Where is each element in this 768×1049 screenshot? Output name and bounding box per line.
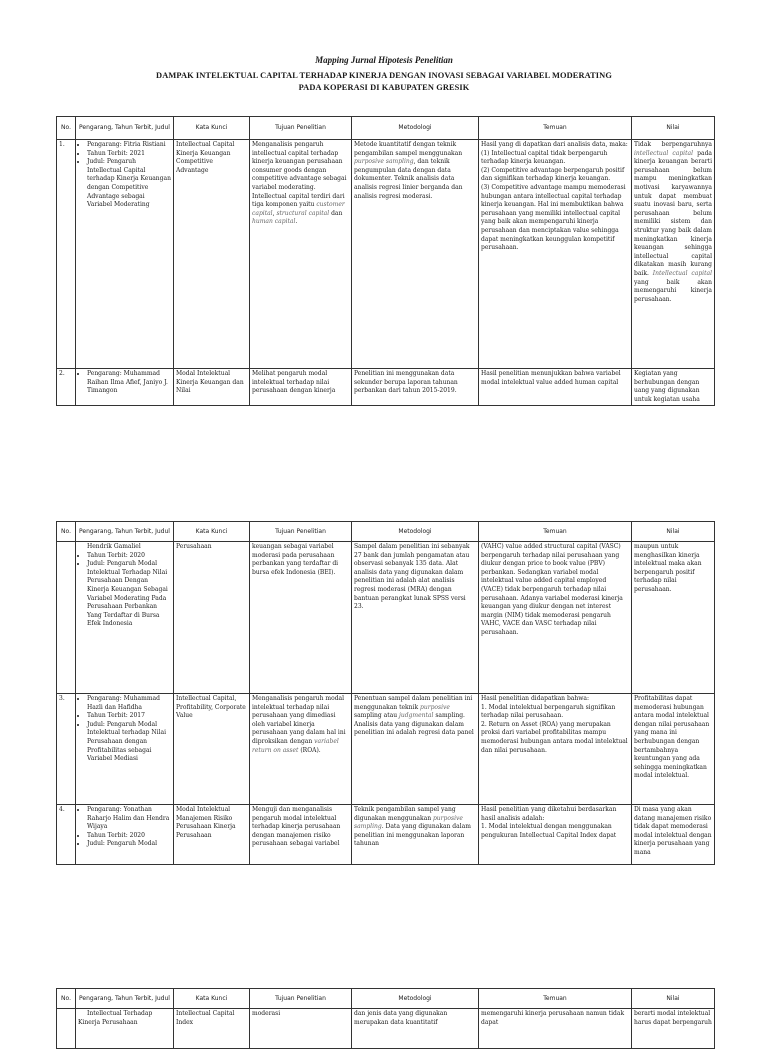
purpose-term: structural capital [276, 209, 330, 217]
value-cell: berarti modal intelektual harus dapat berpengaruh [632, 1009, 715, 1049]
author-cell [76, 805, 174, 865]
value-text: yang baik akan memengaruhi kinerja perusahaan. [634, 278, 712, 303]
finding-item: (2) Competitive advantage berpengaruh positif dan signifikan terhadap kinerja keuangan. [481, 166, 625, 183]
value-text: pada kinerja keuangan berarti perusahaan belum mampu meningkatkan motivasi karyawannya untuk dapat membuat suatu inovasi baru, serta perusahaan belum memiliki sistem dan struktur yang baik dalam meningkatkan kinerja keuangan sehingga intellectual capital dikatakan masih kurang baik. [634, 149, 712, 277]
purpose-text: . [295, 218, 298, 226]
table-page-3 [0, 988, 768, 1024]
purpose-text: , [272, 209, 277, 217]
header-no: No. [57, 989, 76, 1009]
keywords-cell: Intellectual Capital Index [174, 1009, 250, 1049]
header-method: Metodologi [352, 522, 479, 542]
keywords-cell: Intellectual Capital Kinerja Keuangan Competitive Advantage [174, 140, 250, 369]
value-cell: Kegiatan yang berhubungan dengan uang yang digunakan untuk kegiatan usaha [632, 369, 715, 406]
findings-cell: memengaruhi kinerja perusahaan namun tidak dapat [479, 1009, 632, 1049]
table-row [57, 805, 715, 865]
method-cell: Sampel dalam penelitian ini sebanyak 27 bank dan jumlah pengamatan atau observasi sebanyak 135 data. Alat analisis data yang digunakan dalam penelitian ini adalah alat analisis regresi moderasi (MRA) dengan bantuan perangkat lunak SPSS versi 23. [352, 542, 479, 694]
findings-intro: Hasil penelitian didapatkan bahwa: [481, 695, 589, 702]
method-text: . Data yang digunakan dalam penelitian ini menggunakan laporan tahunan [354, 823, 471, 848]
value-term: Intellectual capital [652, 269, 712, 277]
method-text: , dan teknik pengumpulan data dengan data dokumenter. Teknik analisis data analisis regresi linier berganda dan analisis regresi moderasi. [354, 158, 463, 200]
method-text: Penentuan sampel dalam penelitian ini menggunakan teknik [354, 695, 473, 711]
findings-cell [479, 805, 632, 865]
author-name: • Pengarang: Yonathan Raharjo Halim dan Hendra Wijaya [87, 806, 171, 832]
method-term: judgmental [398, 712, 434, 720]
author-cell [76, 1009, 174, 1049]
publish-year: • Tahun Terbit: 2017 [87, 712, 171, 721]
keywords-cell: Perusahaan [174, 542, 250, 694]
header-value: Nilai [632, 117, 715, 140]
table-header-row [57, 989, 715, 1009]
purpose-text: (ROA). [298, 746, 321, 754]
findings-cell: Hasil penelitian menunjukkan bahwa variabel modal intelektual value added human capital [479, 369, 632, 406]
value-cell: maupun untuk menghasilkan kinerja intelektual maka akan berpengaruh positif terhadap nilai perusahaan. [632, 542, 715, 694]
value-cell: Profitabilitas dapat memoderasi hubungan antara modal intelektual dengan nilai perusahaan yang mana ini berhubungan dengan bertambahnya keuntungan yang ada sehingga meningkatkan modal intelektual. [632, 694, 715, 805]
method-term: purposive sampling [354, 158, 414, 166]
value-cell: Di masa yang akan datang manajemen risiko tidak dapat memoderasi modal intelektual dengan kinerja perusahaan yang mana [632, 805, 715, 865]
method-cell [352, 140, 479, 369]
header-keywords: Kata Kunci [174, 989, 250, 1009]
table-page-2 [0, 521, 768, 874]
finding-item: 2. Return on Asset (ROA) yang merupakan proksi dari variabel profitabilitas mampu memoderasi hubungan antara modal intelektual dan nilai perusahaan. [481, 720, 628, 754]
header-no: No. [57, 117, 76, 140]
table-row [57, 542, 715, 694]
method-text: sampling atau [354, 712, 399, 720]
header-value: Nilai [632, 522, 715, 542]
findings-cell: (VAHC) value added structural capital (VASC) berpengaruh terhadap nilai perusahaan yang diukur dengan price to book value (PBV) perbankan. Sedangkan variabel modal intelektual value added capital employed (VACE) tidak berpengaruh terhadap nilai perusahaan. Adanya variabel moderasi kinerja keuangan yang diukur dengan net interest margin (NIM) tidak memoderasi pengaruh VAHC, VACE dan VASC terhadap nilai perusahaan. [479, 542, 632, 694]
findings-intro: Hasil penelitian yang diketahui berdasarkan hasil analisis adalah: [481, 806, 617, 822]
value-cell [632, 140, 715, 369]
subtitle-line-2: PADA KOPERASI DI KABUPATEN GRESIK [298, 82, 470, 92]
purpose-cell [250, 140, 352, 369]
keywords-cell: Modal Intelektual Kinerja Keuangan dan Nilai [174, 369, 250, 406]
row-number: 3. [57, 694, 76, 805]
header-value: Nilai [632, 989, 715, 1009]
mapping-table-3 [56, 988, 715, 1049]
header-purpose: Tujuan Penelitian [250, 522, 352, 542]
document-title: Mapping Jurnal Hipotesis Penelitian [315, 55, 453, 65]
method-text: sampling. Analisis data yang digunakan dalam penelitian ini adalah regresi data panel [354, 712, 474, 737]
author-name: • Pengarang: Fitria Ristiani [87, 141, 171, 150]
header-author: Pengarang, Tahun Terbit, Judul [76, 117, 174, 140]
header-no: No. [57, 522, 76, 542]
purpose-text: Menganalisis pengaruh intellectual capital terhadap kinerja keuangan perusahaan consumer goods dengan competitive advantage sebagai variabel moderating. Intellectual capital terdiri dari tiga komponen yaitu [252, 141, 347, 209]
row-number: 2. [57, 369, 76, 406]
header-purpose: Tujuan Penelitian [250, 989, 352, 1009]
row-number [57, 1009, 76, 1049]
article-title: • Judul: Pengaruh Intellectual Capital terhadap Kinerja Keuangan dengan Competitive Advantage sebagai Variabel Moderating [87, 158, 171, 210]
purpose-cell: moderasi [250, 1009, 352, 1049]
publish-year: • Tahun Terbit: 2020 [87, 552, 171, 561]
purpose-text: dan [329, 209, 343, 217]
finding-item: 1. Modal intelektual dengan menggunakan pengukuran Intellectual Capital Index dapat [481, 823, 617, 839]
method-cell: Penelitian ini menggunakan data sekunder berupa laporan tahunan perbankan dari tahun 2015-2019. [352, 369, 479, 406]
table-row [57, 140, 715, 369]
publish-year: • Tahun Terbit: 2020 [87, 832, 171, 841]
header-findings: Temuan [479, 117, 632, 140]
method-cell: dan jenis data yang digunakan merupakan data kuantitatif [352, 1009, 479, 1049]
author-cell [76, 369, 174, 406]
purpose-text: Menganalisis pengaruh modal intelektual terhadap nilai perusahaan yang dimediasi oleh variabel kinerja perusahaan yang dalam hal ini diproksikan dengan [252, 695, 346, 745]
table-row [57, 694, 715, 805]
finding-item: 1. Modal intelektual berpengaruh signifikan terhadap nilai perusahaan. [481, 703, 616, 720]
publish-year: • Tahun Terbit: 2021 [87, 150, 171, 159]
purpose-cell: Melihat pengaruh modal intelektual terhadap nilai perusahaan dengan kinerja [250, 369, 352, 406]
table-header-row [57, 522, 715, 542]
author-cell [76, 140, 174, 369]
table-row [57, 369, 715, 406]
findings-intro: Hasil yang di dapatkan dari analisis data, maka: [481, 141, 628, 148]
purpose-term: variabel return on asset [252, 737, 339, 754]
method-text: Teknik pengambilan sampel yang digunakan menggunakan [354, 806, 456, 822]
article-title: • Judul: Pengaruh Modal Intelektual terhadap Nilai Perusahaan dengan Profitabilitas sebagai Variabel Mediasi [87, 721, 171, 764]
finding-item: (3) Competitive advantage mampu memoderasi hubungan antara intellectual capital terhadap kinerja keuangan. Hal ini membuktikan bahwa perusahaan yang memiliki intellectual capital yang baik akan mempengaruhi kinerja perusahaan dan menciptakan value sehingga dapat meningkatkan keunggulan kompetitif perusahaan. [481, 183, 626, 252]
method-text: Metode kuantitatif dengan teknik pengambilan sampel menggunakan [354, 141, 463, 157]
table-page-1 [0, 116, 768, 403]
keywords-cell: Modal Intelektual Manajemen Risiko Perusahaan Kinerja Perusahaan [174, 805, 250, 865]
article-title: • Judul: Pengaruh Modal [87, 840, 171, 849]
author-cell [76, 694, 174, 805]
mapping-table-1 [56, 116, 715, 406]
purpose-cell: Menguji dan menganalisis pengaruh modal intelektual terhadap kinerja perusahaan dengan manajemen risiko perusahaan sebagai variabel [250, 805, 352, 865]
method-term: purposive [420, 703, 450, 711]
header-author: Pengarang, Tahun Terbit, Judul [76, 989, 174, 1009]
header-keywords: Kata Kunci [174, 522, 250, 542]
value-text: Tidak berpengaruhnya [634, 141, 712, 148]
article-title: Intellectual Terhadap Kinerja Perusahaan [78, 1010, 153, 1026]
header-findings: Temuan [479, 989, 632, 1009]
header-keywords: Kata Kunci [174, 117, 250, 140]
value-term: intellectual capital [634, 149, 694, 157]
header-purpose: Tujuan Penelitian [250, 117, 352, 140]
article-title: • Judul: Pengaruh Modal Intelektual Terhadap Nilai Perusahaan Dengan Kinerja Keuangan Sebagai Variabel Moderating Pada Perusahaan Perbankan Yang Terdaftar di Bursa Efek Indonesia [87, 560, 171, 629]
method-term: purposive sampling [354, 814, 463, 831]
method-cell [352, 694, 479, 805]
purpose-term: customer capital [252, 201, 345, 217]
table-header-row [57, 117, 715, 140]
header-findings: Temuan [479, 522, 632, 542]
findings-cell [479, 694, 632, 805]
keywords-cell: Intellectual Capital, Profitability, Corporate Value [174, 694, 250, 805]
author-cell [76, 542, 174, 694]
header-author: Pengarang, Tahun Terbit, Judul [76, 522, 174, 542]
findings-cell [479, 140, 632, 369]
purpose-cell [250, 694, 352, 805]
purpose-term: human capital [252, 218, 296, 226]
header-method: Metodologi [352, 989, 479, 1009]
author-name: • Pengarang: Muhammad Hazli dan Hafidha [87, 695, 171, 712]
author-name: Hendrik Gamaliel [87, 543, 141, 550]
row-number: 1. [57, 140, 76, 369]
row-number: 4. [57, 805, 76, 865]
row-number [57, 542, 76, 694]
table-row [57, 1009, 715, 1049]
method-cell [352, 805, 479, 865]
subtitle-line-1: DAMPAK INTELEKTUAL CAPITAL TERHADAP KINERJA DENGAN INOVASI SEBAGAI VARIABEL MODERATING [156, 71, 612, 80]
document-subtitle [0, 70, 768, 93]
purpose-cell: keuangan sebagai variabel moderasi pada perusahaan perbankan yang terdaftar di bursa efek Indonesia (BEI). [250, 542, 352, 694]
author-name: • Pengarang: Muhammad Raihan Ilma Afief, Janiyo J. Timangon [87, 370, 171, 396]
header-method: Metodologi [352, 117, 479, 140]
finding-item: (1) Intellectual capital tidak berpengaruh terhadap kinerja keuangan. [481, 149, 608, 166]
mapping-table-2 [56, 521, 715, 865]
